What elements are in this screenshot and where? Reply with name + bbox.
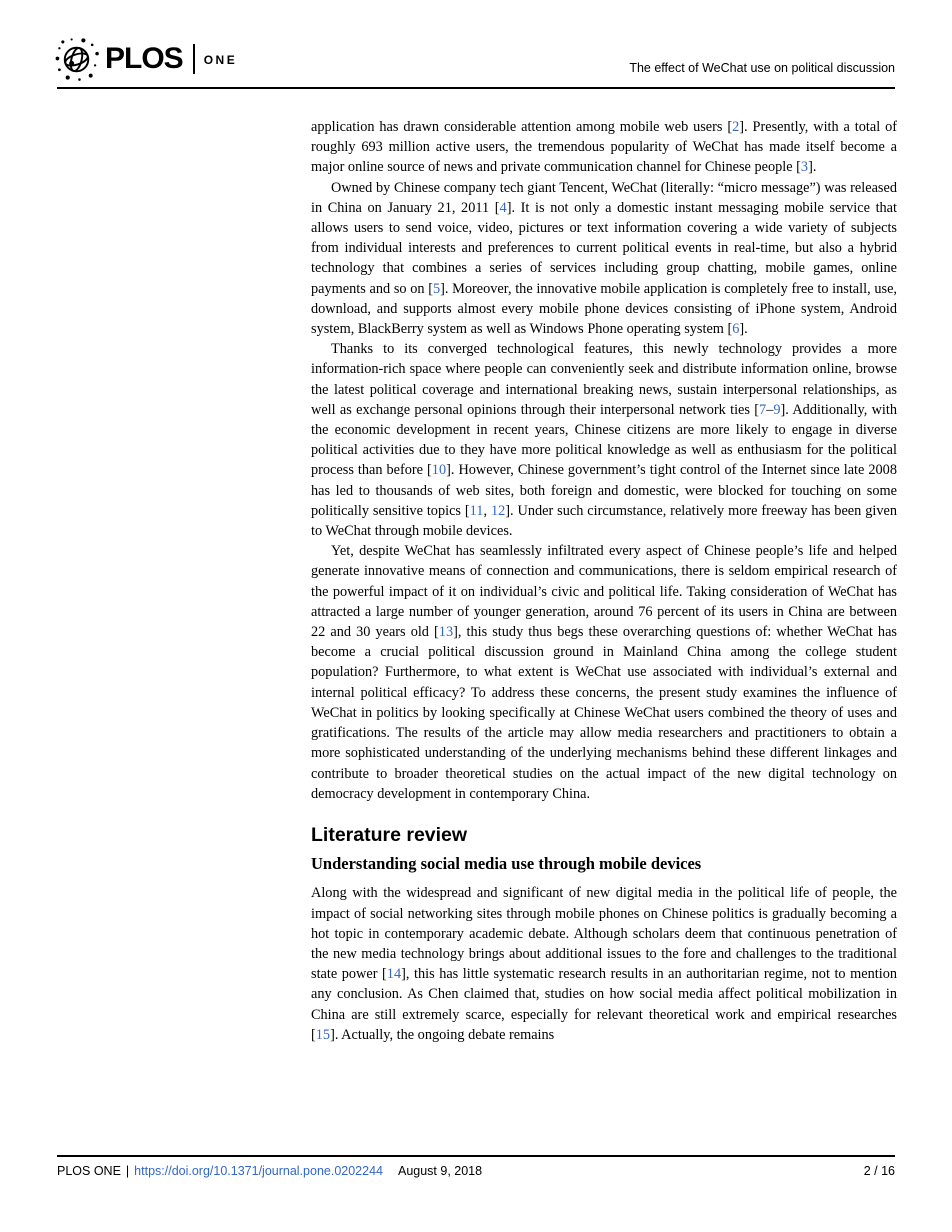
running-title: The effect of WeChat use on political discussion (629, 61, 895, 75)
paragraph: application has drawn considerable attention among mobile web users [2]. Presently, with a total of roughly 693 million active users, the tremendous popularity of WeChat has made itself become a major online source of news and private communication channel for Chinese people [3]. (311, 119, 897, 176)
citation-link[interactable]: 15 (315, 1026, 331, 1043)
page-number: 2 / 16 (863, 1164, 895, 1178)
citation-link[interactable]: 12 (490, 502, 506, 519)
citation-link[interactable]: 13 (438, 624, 454, 641)
citation-link[interactable]: 6 (732, 321, 740, 338)
plos-wordmark: PLOS (105, 42, 183, 75)
subsection-paragraphs (311, 883, 897, 1045)
citation-link[interactable]: 9 (773, 401, 781, 418)
doi-link[interactable]: https://doi.org/10.1371/journal.pone.0202244 (134, 1164, 383, 1178)
paragraph: Thanks to its converged technological features, this newly technology provides a more information-rich space where people can conveniently seek and distribute information online, browse the latest political coverage and international breaking news, sustain interpersonal relationships, as well as exchange personal opinions through their interpersonal network ties [7–9]. Additionally, with the economic development in recent years, Chinese citizens are more likely to engage in diverse political activities due to they have more political knowledge as well as enthusiasm for the political process than before [10]. However, Chinese government’s tight control of the Internet since late 2008 has led to thousands of web sites, both foreign and domestic, were blocked for touching on some politically sensitive topics [11, 12]. Under such circumstance, relatively more freeway has been given to WeChat through mobile devices. (311, 341, 897, 540)
citation-link[interactable]: 3 (800, 159, 809, 176)
one-wordmark: ONE (203, 53, 238, 67)
footer-date: August 9, 2018 (397, 1164, 483, 1178)
footer-pipe: | (125, 1164, 130, 1178)
article-body (311, 117, 897, 1045)
citation-link[interactable]: 11 (469, 502, 484, 519)
logo-divider (193, 44, 195, 74)
plos-one-logo (55, 36, 237, 82)
page-footer (57, 1164, 895, 1178)
citation-link[interactable]: 5 (432, 280, 441, 297)
footer-rule (57, 1155, 895, 1157)
header-rule (57, 87, 895, 89)
paragraph: Along with the widespread and significant of new digital media in the political life of people, the impact of social networking sites through mobile phones on Chinese politics is gradually becoming a hot topic in contemporary academic debate. Although scholars deem that continuous penetration of the new media technology brings about additional issues to the fore and challenges to the traditional state power [14], this has little systematic research results in an authoritarian regime, not to mention any conclusion. As Chen claimed that, studies on how social media affect political mobilization in China are still extremely scarce, especially for relevant theoretical work and empirical researches [15]. Actually, the ongoing debate remains (311, 885, 897, 1043)
subsection-heading-social-media-use: Understanding social media use through mobile devices (311, 854, 702, 874)
paragraph: Owned by Chinese company tech giant Tencent, WeChat (literally: “micro message”) was released in China on January 21, 2011 [4]. It is not only a domestic instant messaging mobile service that allows users to send voice, video, pictures or text information covering a wide variety of subjects from individual interests and preferences to current political events in real-time, but also a hybrid technology that combines a series of services including group chatting, mobile games, online payments and so on [5]. Moreover, the innovative mobile application is completely free to install, use, download, and supports almost every mobile phone devices consisting of iPhone system, Android system, BlackBerry system as well as Windows Phone operating system [6]. (311, 179, 898, 338)
paragraph: Yet, despite WeChat has seamlessly infiltrated every aspect of Chinese people’s life and helped generate innovative means of connection and communications, there is seldom empirical research of the powerful impact of it on individual’s civic and political life. Taking consideration of WeChat has attracted a large number of younger generation, around 76 percent of its users in China are between 22 and 30 years old [13], this study thus begs these overarching questions of: whether WeChat has become a crucial political discussion ground in Mainland China among the college student population? Furthermore, to what extent is WeChat use associated with individual’s external and internal political efficacy? To address these concerns, the present study examines the influence of WeChat in politics by looking specifically at Chinese WeChat users combined the theory of uses and gratifications. The results of the article may allow media researchers and practitioners to obtain a more sophisticated understanding of the underlying mechanisms behind these different linkages and contribute to broader theoretical studies on the actual impact of the new digital technology on democracy development in contemporary China. (311, 543, 897, 802)
citation-link[interactable]: 4 (499, 199, 507, 216)
section-heading-literature-review: Literature review (311, 823, 468, 846)
intro-paragraphs (311, 117, 897, 804)
plos-globe-icon (55, 37, 100, 82)
citation-link[interactable]: 10 (431, 462, 447, 479)
citation-link[interactable]: 7 (759, 401, 767, 418)
citation-link[interactable]: 2 (732, 119, 740, 135)
footer-journal-name: PLOS ONE (57, 1164, 121, 1178)
citation-link[interactable]: 14 (386, 966, 402, 983)
footer-citation (57, 1164, 482, 1178)
